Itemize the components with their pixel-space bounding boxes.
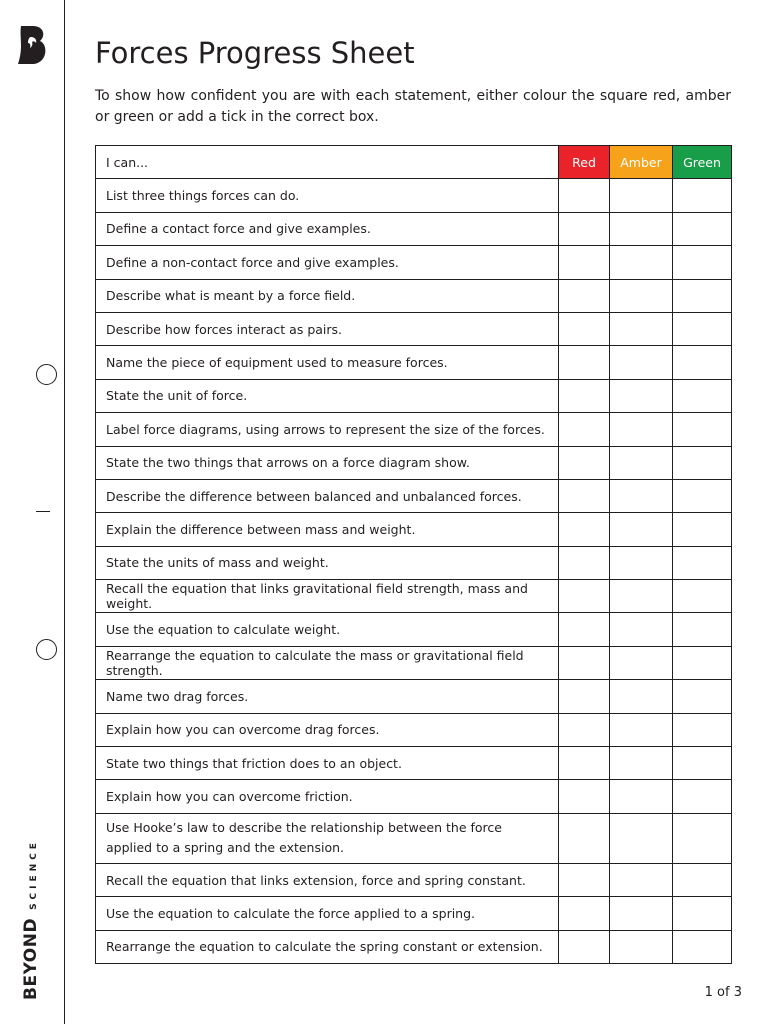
statement-cell: Use the equation to calculate the force applied to a spring. [96,897,559,930]
red-box[interactable] [559,179,610,212]
statement-cell: Use the equation to calculate weight. [96,613,559,646]
green-box[interactable] [673,680,732,713]
red-box[interactable] [559,713,610,746]
statement-cell: Label force diagrams, using arrows to represent the size of the forces. [96,413,559,446]
amber-box[interactable] [610,312,673,345]
statement-cell: Define a contact force and give examples. [96,212,559,245]
statement-cell: Describe the difference between balanced and unbalanced forces. [96,479,559,512]
green-box[interactable] [673,780,732,813]
statement-cell: Recall the equation that links extension, force and spring constant. [96,863,559,896]
green-box[interactable] [673,279,732,312]
green-box[interactable] [673,813,732,863]
table-row [96,413,732,446]
green-box[interactable] [673,246,732,279]
red-box[interactable] [559,546,610,579]
amber-box[interactable] [610,580,673,613]
table-row [96,312,732,345]
table-row [96,546,732,579]
green-box[interactable] [673,613,732,646]
red-box[interactable] [559,813,610,863]
table-row [96,379,732,412]
red-box[interactable] [559,246,610,279]
amber-box[interactable] [610,279,673,312]
table-row [96,513,732,546]
table-row [96,813,732,863]
page-number: 1 of 3 [704,985,742,1000]
statement-cell: Name two drag forces. [96,680,559,713]
amber-box[interactable] [610,413,673,446]
statement-cell: Explain how you can overcome friction. [96,780,559,813]
table-row [96,179,732,212]
table-row [96,246,732,279]
progress-table [95,145,732,964]
statement-cell: State the two things that arrows on a force diagram show. [96,446,559,479]
table-row [96,680,732,713]
table-row [96,212,732,245]
header-statement: I can... [96,146,559,179]
red-box[interactable] [559,747,610,780]
table-row [96,747,732,780]
statement-cell: Define a non-contact force and give examples. [96,246,559,279]
amber-box[interactable] [610,780,673,813]
green-box[interactable] [673,646,732,679]
table-row [96,279,732,312]
amber-box[interactable] [610,613,673,646]
table-row [96,863,732,896]
red-box[interactable] [559,863,610,896]
red-box[interactable] [559,413,610,446]
green-box[interactable] [673,312,732,345]
amber-box[interactable] [610,513,673,546]
green-box[interactable] [673,897,732,930]
green-box[interactable] [673,713,732,746]
amber-box[interactable] [610,179,673,212]
red-box[interactable] [559,930,610,963]
amber-box[interactable] [610,747,673,780]
green-box[interactable] [673,513,732,546]
red-box[interactable] [559,897,610,930]
red-box[interactable] [559,479,610,512]
table-row [96,713,732,746]
amber-box[interactable] [610,813,673,863]
statement-cell: Describe what is meant by a force field. [96,279,559,312]
statement-cell: Name the piece of equipment used to measure forces. [96,346,559,379]
red-box[interactable] [559,613,610,646]
fold-mark [36,511,50,512]
statement-cell: State two things that friction does to an object. [96,747,559,780]
table-row [96,580,732,613]
statement-cell: Explain the difference between mass and weight. [96,513,559,546]
table-body [96,179,732,964]
statement-cell: Explain how you can overcome drag forces. [96,713,559,746]
header-green: Green [673,146,732,179]
table-row [96,346,732,379]
punch-hole [36,639,57,660]
amber-box[interactable] [610,212,673,245]
red-box[interactable] [559,513,610,546]
amber-box[interactable] [610,346,673,379]
green-box[interactable] [673,930,732,963]
table-row [96,646,732,679]
green-box[interactable] [673,346,732,379]
table-row [96,930,732,963]
green-box[interactable] [673,863,732,896]
brand-wordmark [21,839,41,1000]
amber-box[interactable] [610,379,673,412]
green-box[interactable] [673,413,732,446]
red-box[interactable] [559,379,610,412]
punch-hole [36,364,57,385]
amber-box[interactable] [610,646,673,679]
table-row [96,897,732,930]
amber-box[interactable] [610,479,673,512]
amber-box[interactable] [610,863,673,896]
green-box[interactable] [673,212,732,245]
red-box[interactable] [559,279,610,312]
table-row [96,613,732,646]
red-box[interactable] [559,646,610,679]
brand-main: BEYOND [21,917,41,1000]
statement-cell: State the units of mass and weight. [96,546,559,579]
red-box[interactable] [559,312,610,345]
header-amber: Amber [610,146,673,179]
red-box[interactable] [559,580,610,613]
amber-box[interactable] [610,930,673,963]
statement-cell: Rearrange the equation to calculate the spring constant or extension. [96,930,559,963]
red-box[interactable] [559,680,610,713]
statement-cell: Describe how forces interact as pairs. [96,312,559,345]
margin-line [64,0,65,1024]
brand-sub: SCIENCE [29,839,39,910]
green-box[interactable] [673,446,732,479]
red-box[interactable] [559,780,610,813]
green-box[interactable] [673,179,732,212]
red-box[interactable] [559,446,610,479]
beyond-logo-icon [15,24,51,66]
amber-box[interactable] [610,246,673,279]
red-box[interactable] [559,212,610,245]
statement-cell: State the unit of force. [96,379,559,412]
table-row [96,479,732,512]
amber-box[interactable] [610,446,673,479]
header-red: Red [559,146,610,179]
statement-cell: Recall the equation that links gravitational field strength, mass and weight. [96,580,559,613]
statement-cell: Rearrange the equation to calculate the mass or gravitational field strength. [96,646,559,679]
statement-cell: Use Hooke’s law to describe the relationship between the force applied to a spring and the extension. [96,813,559,863]
amber-box[interactable] [610,713,673,746]
amber-box[interactable] [610,897,673,930]
amber-box[interactable] [610,680,673,713]
green-box[interactable] [673,479,732,512]
green-box[interactable] [673,747,732,780]
statement-cell: List three things forces can do. [96,179,559,212]
green-box[interactable] [673,379,732,412]
amber-box[interactable] [610,546,673,579]
green-box[interactable] [673,580,732,613]
table-row [96,780,732,813]
page-title: Forces Progress Sheet [95,36,415,70]
instructions: To show how confident you are with each statement, either colour the square red, amber or green or add a tick in the correct box. [95,88,731,125]
table-row [96,446,732,479]
green-box[interactable] [673,546,732,579]
red-box[interactable] [559,346,610,379]
